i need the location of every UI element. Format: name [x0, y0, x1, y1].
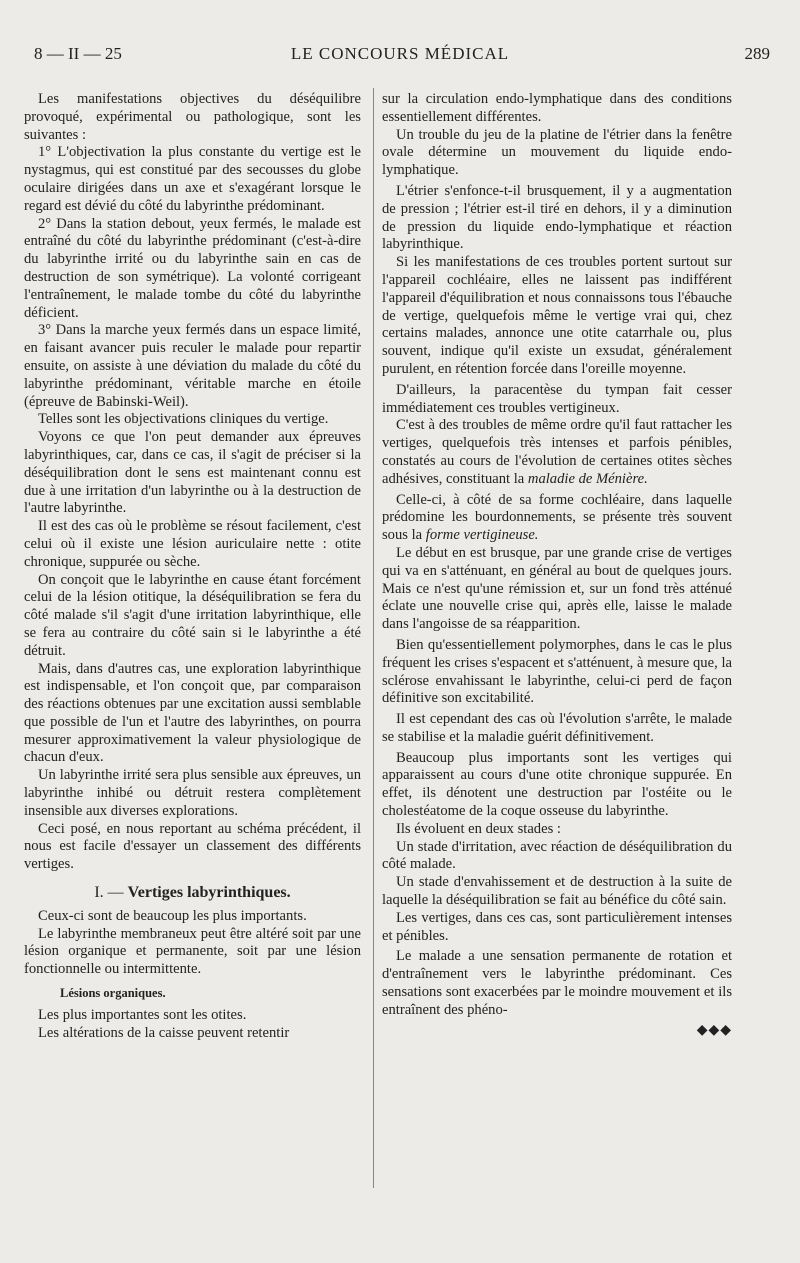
paragraph: Mais, dans d'autres cas, une exploration labyrinthique est indispensable, et l'on conçoit que, par comparaison des réactions obtenues par une excitation aussi semblable que possible de l'un et l'autre des labyrinthes, on pourra mesurer approximativement la valeur physiologique de chacun d'eux. — [24, 660, 361, 766]
paragraph: Telles sont les objectivations cliniques du vertige. — [38, 411, 329, 428]
paragraph: Ils évoluent en deux stades : — [396, 820, 561, 837]
paragraph: Ceux-ci sont de beaucoup les plus importants. — [38, 907, 307, 924]
paragraph: Les manifestations objectives du déséquilibre provoqué, expérimental ou pathologique, sont les suivantes : — [24, 91, 361, 143]
section-title: Vertiges labyrinthiques. — [127, 884, 291, 902]
paragraph: Si les manifestations de ces troubles portent surtout sur l'appareil cochléaire, elles ne laissent pas indifférent l'appareil d'équilibration et nous connaissons tous l'ébauche de vertige, quelquefois même le vertige vrai qui, chez certains malades, annonce une otite catarrhale ou, plus souvent, indique qu'il existe un exsudat, généralement purulent, en rétention forcée dans l'oreille moyenne. — [382, 254, 732, 377]
paragraph: Un stade d'envahissement et de destruction à la suite de laquelle la déséquilibration se fait au bénéfice du côté sain. — [382, 874, 732, 909]
paragraph-text: C'est à des troubles de même ordre qu'il faut rattacher les vertiges, quelquefois très intenses et parfois pénibles, constatés au cours de l'évolution de certaines otites sèches adhésives, constituant la — [382, 417, 732, 487]
paragraph: 2° Dans la station debout, yeux fermés, le malade est entraîné du côté du labyrinthe prédominant (c'est-à-dire du labyrinthe irrité ou du labyrinthe sain en cas de destruction de son symétrique). La volonté corrigeant l'entraînement, le malade tombe du côté du labyrinthe déficient. — [24, 215, 361, 321]
paragraph: Un stade d'irritation, avec réaction de déséquilibration du côté malade. — [382, 838, 732, 873]
paragraph: L'étrier s'enfonce-t-il brusquement, il y a augmentation de pression ; l'étrier est-il tiré en dehors, il y a diminution de pression du liquide endo-lymphatique et réaction labyrinthique. — [382, 182, 732, 253]
paragraph: Les vertiges, dans ces cas, sont particulièrement intenses et pénibles. — [382, 909, 732, 944]
paragraph: D'ailleurs, la paracentèse du tympan fait cesser immédiatement ces troubles vertigineux. — [382, 381, 732, 416]
emphasis: forme vertigineuse. — [425, 527, 539, 544]
page-number: 289 — [744, 44, 770, 63]
paragraph: Le labyrinthe membraneux peut être altéré soit par une lésion organique et permanente, soit par une lésion fonctionnelle ou intermittente. — [24, 925, 361, 978]
section-number: I. — — [94, 884, 128, 902]
paragraph: Beaucoup plus importants sont les vertiges qui apparaissent au cours d'une otite chronique suppurée. En effet, ils dénotent une destruction par l'ostéite ou le cholestéatome de la coque osseuse du labyrinthe. — [382, 749, 732, 820]
paragraph: Les plus importantes sont les otites. — [38, 1006, 247, 1023]
paragraph: Les altérations de la caisse peuvent retentir — [38, 1024, 290, 1041]
paragraph — [382, 417, 732, 488]
left-column — [24, 91, 361, 1042]
paragraph: Un trouble du jeu de la platine de l'étrier dans la fenêtre ovale détermine un mouvement du liquide endo-lymphatique. — [382, 126, 732, 179]
end-ornament: ◆◆◆ — [696, 1022, 732, 1038]
paragraph: Le malade a une sensation permanente de rotation et d'entraînement vers le labyrinthe prédominant. Ces sensations sont exacerbées par le moindre mouvement et ils entraînent des phéno- — [382, 948, 732, 1018]
paragraph: Un labyrinthe irrité sera plus sensible aux épreuves, un labyrinthe inhibé ou détruit restera complètement insensible aux diverses explorations. — [24, 767, 361, 819]
emphasis: maladie de Ménière. — [527, 470, 648, 487]
paragraph: Voyons ce que l'on peut demander aux épreuves labyrinthiques, car, dans ce cas, il s'agit de préciser si la déséquilibration dont le sens est maintenant connu est due à une irritation d'un labyrinthe ou à la destruction de l'autre labyrinthe. — [24, 429, 361, 517]
paragraph: Ceci posé, en nous reportant au schéma précédent, il nous est facile d'essayer un classement des différents vertiges. — [24, 820, 361, 873]
subsection-heading: Lésions organiques. — [60, 986, 166, 1001]
paragraph: Le début en est brusque, par une grande crise de vertiges qui va en s'atténuant, en général au bout de quelques jours. Mais ce n'est qu'une rémission et, sur un fond très atténué éclate une nouvelle crise qui, après elle, laisse le malade dans l'angoisse de sa réapparition. — [382, 544, 732, 633]
paragraph: 3° Dans la marche yeux fermés dans un espace limité, en faisant avancer puis reculer le malade pour repartir ensuite, on assiste à une déviation du malade du côté du labyrinthe prédominant, véritable marche en étoile (épreuve de Babinski-Weil). — [24, 322, 361, 410]
paragraph — [382, 492, 732, 545]
paragraph: Bien qu'essentiellement polymorphes, dans le cas le plus fréquent les crises s'espacent et s'atténuent, à mesure que, la sclérose envahissant le labyrinthe, celui-ci perd de façon définitive son excitabilité. — [382, 636, 732, 707]
header-date: 8 — II — 25 — [34, 44, 122, 63]
paragraph-text: Celle-ci, à côté de sa forme cochléaire, dans laquelle prédomine les bourdonnements, se présente très souvent sous la — [382, 491, 732, 544]
running-header — [30, 40, 770, 66]
section-heading — [24, 884, 361, 902]
paragraph: Il est des cas où le problème se résout facilement, c'est celui où il existe une lésion auriculaire nette : otite chronique, suppurée ou sèche. — [24, 518, 361, 570]
column-divider — [373, 88, 374, 1188]
right-column — [382, 91, 732, 1039]
journal-title: LE CONCOURS MÉDICAL — [290, 44, 510, 63]
paragraph: sur la circulation endo-lymphatique dans des conditions essentiellement différentes. — [382, 91, 732, 125]
paragraph: On conçoit que le labyrinthe en cause étant forcément celui de la lésion otitique, la déséquilibration se fera du côté malade s'il s'agit d'une irritation labyrinthique, elle se fera au contraire du côté sain si le labyrinthe a été détruit. — [24, 571, 361, 659]
paragraph: 1° L'objectivation la plus constante du vertige est le nystagmus, qui est constitué par des secousses du globe oculaire dirigées dans un axe et s'exagérant lorsque le regard est dévié du côté du labyrinthe prédominant. — [24, 144, 361, 214]
paragraph: Il est cependant des cas où l'évolution s'arrête, le malade se stabilise et la maladie guérit définitivement. — [382, 711, 732, 745]
